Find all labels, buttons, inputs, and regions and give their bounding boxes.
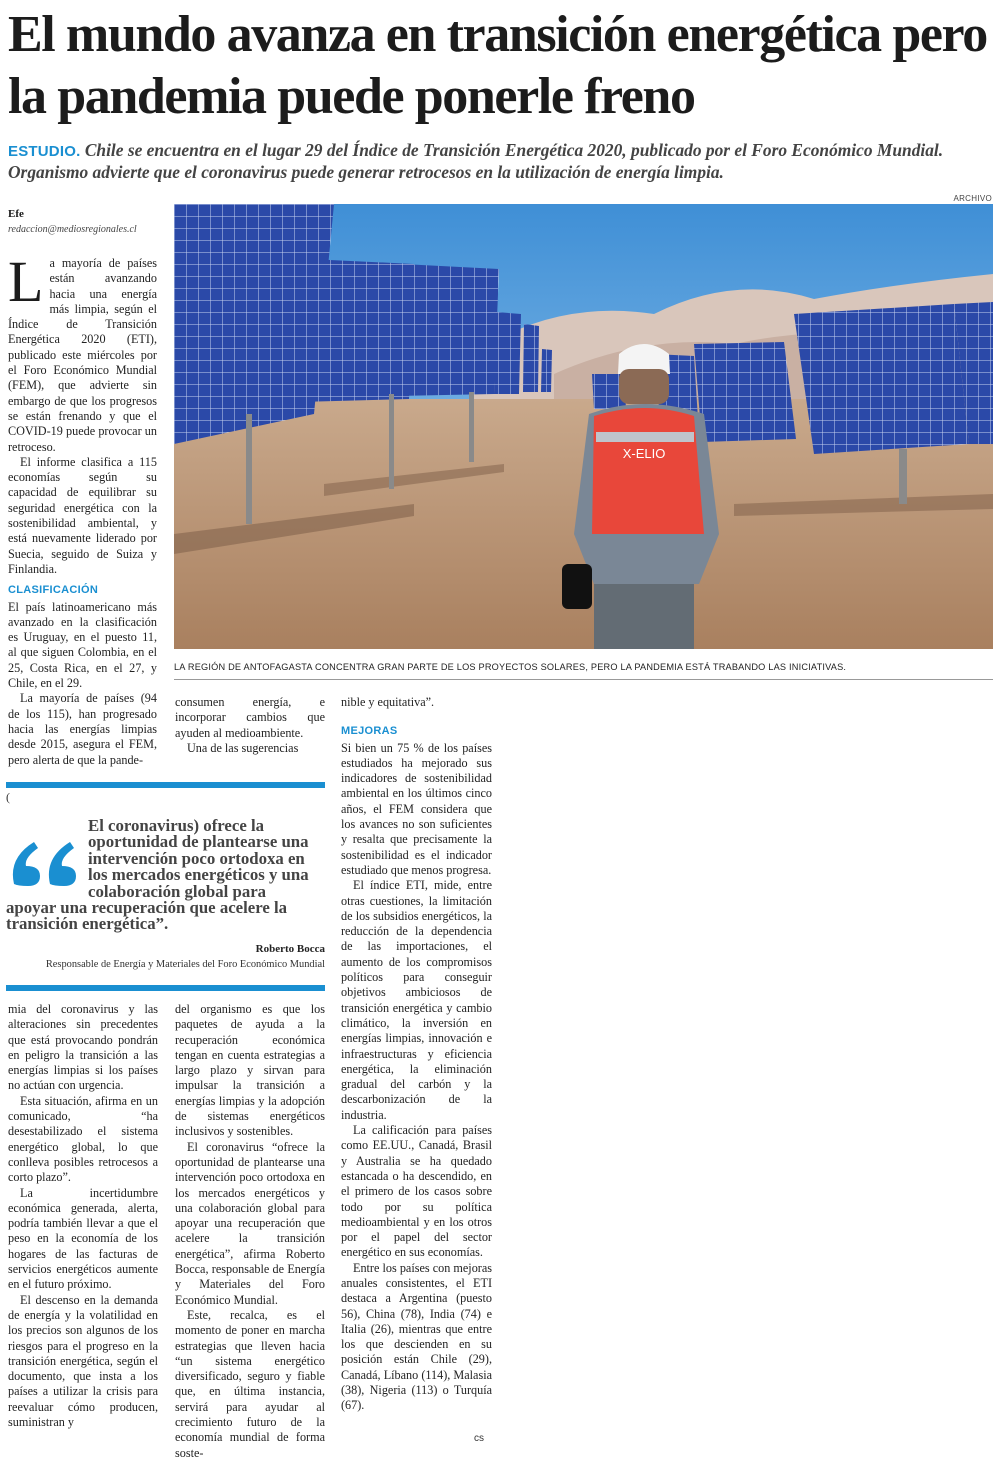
column-3 (341, 695, 492, 1414)
quote-line: apoyar una recuperación que acelere la (6, 898, 288, 918)
paragraph: El coronavirus “ofrece la oportunidad de plantearse una intervención poco ortodoxa en los mercados energéticos y una colaboración global para apoyar una recuperación que acelere la transición energética”, afirma Roberto Bocca, responsable de Energía y Materiales del Foro Económico Mundial. (175, 1139, 325, 1307)
paragraph: La mayoría de países (94 de los 115), han progresado hacia las energías limpias desde 2015, asegura el FEM, pero alerta de que la pande- (8, 691, 157, 767)
paragraph: Una de las sugerencias (187, 740, 299, 755)
quote-line: los mercados energéticos y una (88, 865, 309, 885)
deck-kicker: ESTUDIO. (8, 143, 81, 160)
solar-field-image (174, 204, 993, 649)
deck (8, 140, 983, 183)
column-1-bottom (8, 1002, 158, 1430)
quote-line: colaboración global para (88, 881, 267, 901)
dropcap: L (8, 249, 44, 314)
paragraph: La calificación para países como EE.UU., Canadá, Brasil y Australia se ha quedado estancada o ha descendido, en el primero de los casos sobre todo por su política medioambiental y en los otros por el papel del sector energético en sus economías. (341, 1123, 492, 1260)
paragraph: Entre los países con mejoras anuales consistentes, el ETI destaca a Argentina (puesto 56), China (78), India (74) e Italia (26), mientras que entre los que descienden en su posición están Chile (29), Canadá, Líbano (114), Malasia (38), Nigeria (113) o Turquía (67). (341, 1260, 492, 1413)
lead-paragraph (8, 249, 157, 455)
subhead-clasificacion: CLASIFICACIÓN (8, 584, 99, 597)
photo-credit: ARCHIVO (953, 194, 992, 203)
quote-author: Roberto Bocca (255, 943, 325, 955)
headline: El mundo avanza en transición energética pero la pandemia puede ponerle freno (8, 6, 987, 125)
paragraph: El país latinoamericano más avanzado en la clasificación es Uruguay, en el puesto 11, al que siguen Colombia, en el 25, Costa Rica, en el 27, y Chile, en el 29. (8, 599, 157, 691)
quote-line: intervención poco ortodoxa en (88, 848, 305, 868)
quote-rule-top (6, 782, 325, 788)
column-2-bottom (175, 1002, 325, 1461)
deck-text: Chile se encuentra en el lugar 29 del Índice de Transición Energética 2020, publicado por el Foro Económico Mundial. Organismo advierte que el coronavirus puede generar retrocesos en la utilización de energía limpia. (8, 140, 944, 182)
photo-caption: LA REGIÓN DE ANTOFAGASTA CONCENTRA GRAN PARTE DE LOS PROYECTOS SOLARES, PERO LA PANDEMIA ESTÁ TRABANDO LAS INICIATIVAS. (174, 662, 847, 672)
paragraph: La incertidumbre económica generada, alerta, podría también llevar a que el peso en la economía de los hogares de las facturas de servicios energéticos aumente en el futuro próximo. (8, 1185, 158, 1292)
paragraph: mia del coronavirus y las alteraciones sin precedentes que está provocando pondrán en peligro la transición a las energías limpias si los países no actúan con urgencia. (8, 1002, 158, 1093)
column-2-top (175, 695, 325, 756)
paragraph: nible y equitativa”. (341, 695, 435, 709)
paragraph: Esta situación, afirma en un comunicado, “ha desestabilizado el sistema energético global, lo que conlleva posibles retrocesos a corto plazo”. (8, 1093, 158, 1185)
paragraph: El descenso en la demanda de energía y la volatilidad en los precios son algunos de los riesgos para el progreso en la transición energética, según el documento, que insta a los países a utilizar la crisis para reevaluar cómo producen, suministran y (8, 1292, 158, 1430)
quote-open-paren: ( (6, 790, 10, 804)
paragraph-text: a mayoría de países están avanzando hacia una energía más limpia, según el Índice de Transición Energética 2020 (ETI), publicado este miércoles por el Foro Económico Mundial (FEM), que advierte sin embargo de que los progresos se están frenando y que el COVID-19 puede provocar un retroceso. (8, 256, 157, 454)
quote-line: transición energética”. (6, 914, 169, 934)
paragraph: Este, recalca, es el momento de poner en marcha estrategias que lleven hacia “un sistema energético diversificado, seguro y fiable que, en última instancia, servirá para ayudar al crecimiento futuro de la economía mundial de forma soste- (175, 1307, 325, 1460)
quote-line: El coronavirus) ofrece la (88, 816, 265, 835)
paragraph: El informe clasifica a 115 economías según su capacidad de equilibrar su seguridad energética con la sostenibilidad ambiental, y está nuevamente liderado por Suecia, seguido de Suiza y Finlandia. (8, 454, 157, 576)
end-mark: cs (474, 1433, 484, 1444)
article-photo (174, 204, 993, 649)
paragraph: consumen energía, e incorporar cambios que ayuden al medioambiente. (175, 695, 325, 740)
byline-email: redaccion@mediosregionales.cl (8, 224, 137, 235)
paragraph: del organismo es que los paquetes de ayuda a la recuperación económica tengan en cuenta estrategias a largo plazo y sirvan para impulsar la transición a energías limpias y la adopción de sistemas energéticos inclusivos y sostenibles. (175, 1002, 325, 1139)
paragraph: Si bien un 75 % de los países estudiados ha mejorado sus indicadores de sostenibilidad ambiental en los últimos cinco años, el FEM considera que los avances no son suficientes y resalta que precisamente la sostenibilidad es el indicador estudiado que menos progresa. (341, 740, 492, 877)
pull-quote (6, 818, 326, 933)
quote-rule-bottom (6, 985, 325, 991)
paragraph: El índice ETI, mide, entre otras cuestiones, la limitación de los subsidios energéticos, la reducción de la dependencia de las importaciones, el aumento de los compromisos políticos para conseguir objetivos ambiciosos de transición energética y cambio climático, la inversión en energías limpias, innovación e infraestructuras y eficiencia energética, la eliminación gradual del carbón y la descarbonización de la industria. (341, 878, 492, 1122)
byline-author: Efe (8, 208, 24, 220)
caption-divider (174, 679, 993, 680)
quote-line: oportunidad de plantearse una (88, 832, 309, 852)
subhead-mejoras: MEJORAS (341, 725, 398, 738)
vest-logo: X-ELIO (622, 446, 666, 461)
column-1-top (8, 249, 157, 768)
quote-author-role: Responsable de Energía y Materiales del Foro Económico Mundial (45, 959, 325, 970)
